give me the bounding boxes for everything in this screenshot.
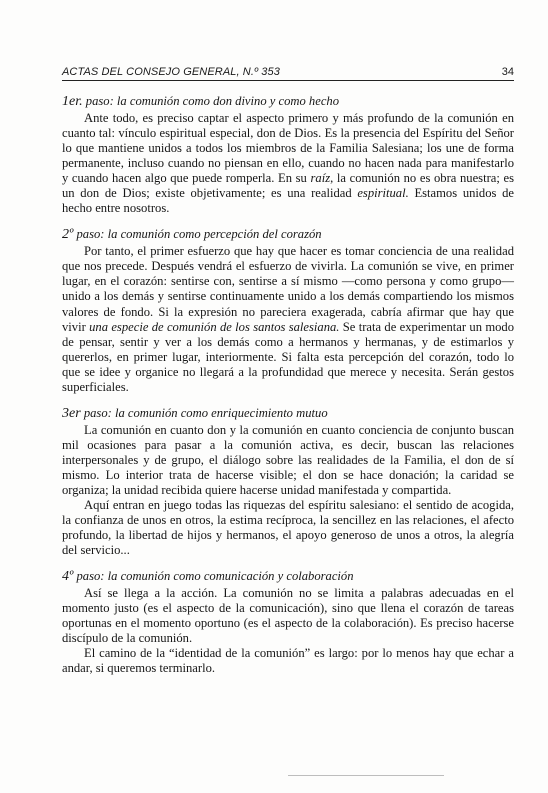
italic-run: espiritual. xyxy=(357,186,409,201)
running-title: ACTAS DEL CONSEJO GENERAL, N.º 353 xyxy=(62,66,280,78)
running-header xyxy=(62,64,514,80)
text-run: Aquí entran en juego todas las riquezas del espíritu salesiano: el sentido de acogida, la confianza de unos en otros, la estima recíproca, la sencillez en las relaciones, el afecto profundo, la libertad de hijos y hermanos, el apoyo generoso de unos a otros, la alegría del servicio... xyxy=(62,498,514,558)
section-number: 3er xyxy=(62,405,81,421)
section-number: 4º xyxy=(62,569,74,585)
section-4 xyxy=(62,568,514,676)
text-run: Por tanto, el primer esfuerzo que hay que hacer es tomar conciencia de una realidad que nos precede. Después vendrá el esfuerzo de vivirla. La comunión se vive, en primer lugar, en el corazón: sentirse con, sentirse a sí mismo —como persona y como grupo— unido a los demás y sentirse continuamente unido a los demás compartiendo los mismos valores de fondo. Si la expresión no pareciera exagerada, cabría afirmar que hay que vivir xyxy=(62,244,514,334)
paragraph xyxy=(62,423,514,498)
section-number: 1er. xyxy=(62,94,83,109)
section-heading xyxy=(62,568,514,585)
paragraph xyxy=(62,586,514,646)
section-2 xyxy=(62,226,514,394)
section-heading xyxy=(62,226,514,243)
header-rule xyxy=(62,80,514,81)
paragraph xyxy=(62,498,514,558)
italic-run: una especie de comunión de los santos salesiana. xyxy=(89,319,340,334)
text-run: , la comunión no es obra nuestra; es un don de Dios; existe objetivamente; es una realidad xyxy=(62,171,514,201)
text-run: Se trata de experimentar un modo de pensar, sentir y ver a los demás como a hermanos y hermanas, y de estimarlos y quererlos, en primer lugar, interiormente. Si falta esta percepción del corazón, todo lo que se idee y organice no llegará a la profundidad que merece y necesita. Serán gestos superficiales. xyxy=(62,319,515,394)
section-number: 2º xyxy=(62,227,74,243)
section-3 xyxy=(62,405,514,558)
text-run: La comunión en cuanto don y la comunión en cuanto conciencia de conjunto buscan mil ocasiones para pasar a la comunión activa, es decir, buscan las relaciones interpersonales y de grupo, el diálogo sobre las realidades de la Familia, el don de sí mismo. Lo interior trata de hacerse visible; el don se hace donación; la caridad se organiza; la unidad recibida quiere hacerse unidad manifestada y compartida. xyxy=(62,422,514,497)
section-title: paso: la comunión como don divino y como hecho xyxy=(85,94,340,108)
footer-rule xyxy=(288,775,444,776)
page-number: 34 xyxy=(501,66,514,78)
document-body xyxy=(62,93,514,687)
paragraph xyxy=(62,646,514,676)
text-run: Estamos unidos de hecho entre nosotros. xyxy=(62,186,514,216)
section-title: paso: la comunión como comunicación y colaboración xyxy=(76,569,354,584)
text-run: El camino de la “identidad de la comunión” es largo: por lo menos hay que echar a andar, si queremos terminarlo. xyxy=(62,646,514,676)
section-heading xyxy=(62,93,514,110)
paragraph xyxy=(62,244,514,394)
paragraph xyxy=(62,111,514,216)
text-run: Ante todo, es preciso captar el aspecto primero y más profundo de la comunión en cuanto tal: vínculo espiritual especial, don de Dios. Es la presencia del Espíritu del Señor lo que mantiene unidos a todos los miembros de la Familia Salesiana; los une de forma permanente, incluso cuando no piensan en ello, cuando no hacen nada para manifestarlo y cuando hacen algo que puede romperla. En su xyxy=(62,111,514,186)
section-title: paso: la comunión como percepción del corazón xyxy=(76,227,322,242)
text-run: Así se llega a la acción. La comunión no se limita a palabras adecuadas en el momento justo (es el aspecto de la comunicación), sino que llena el corazón de tareas oportunas en el momento oportuno (es el aspecto de la colaboración). Es preciso hacerse discípulo de la comunión. xyxy=(62,586,514,646)
section-title: paso: la comunión como enriquecimiento mutuo xyxy=(83,405,328,420)
italic-run: raíz xyxy=(310,171,331,186)
section-1 xyxy=(62,93,514,216)
section-heading xyxy=(62,405,514,422)
